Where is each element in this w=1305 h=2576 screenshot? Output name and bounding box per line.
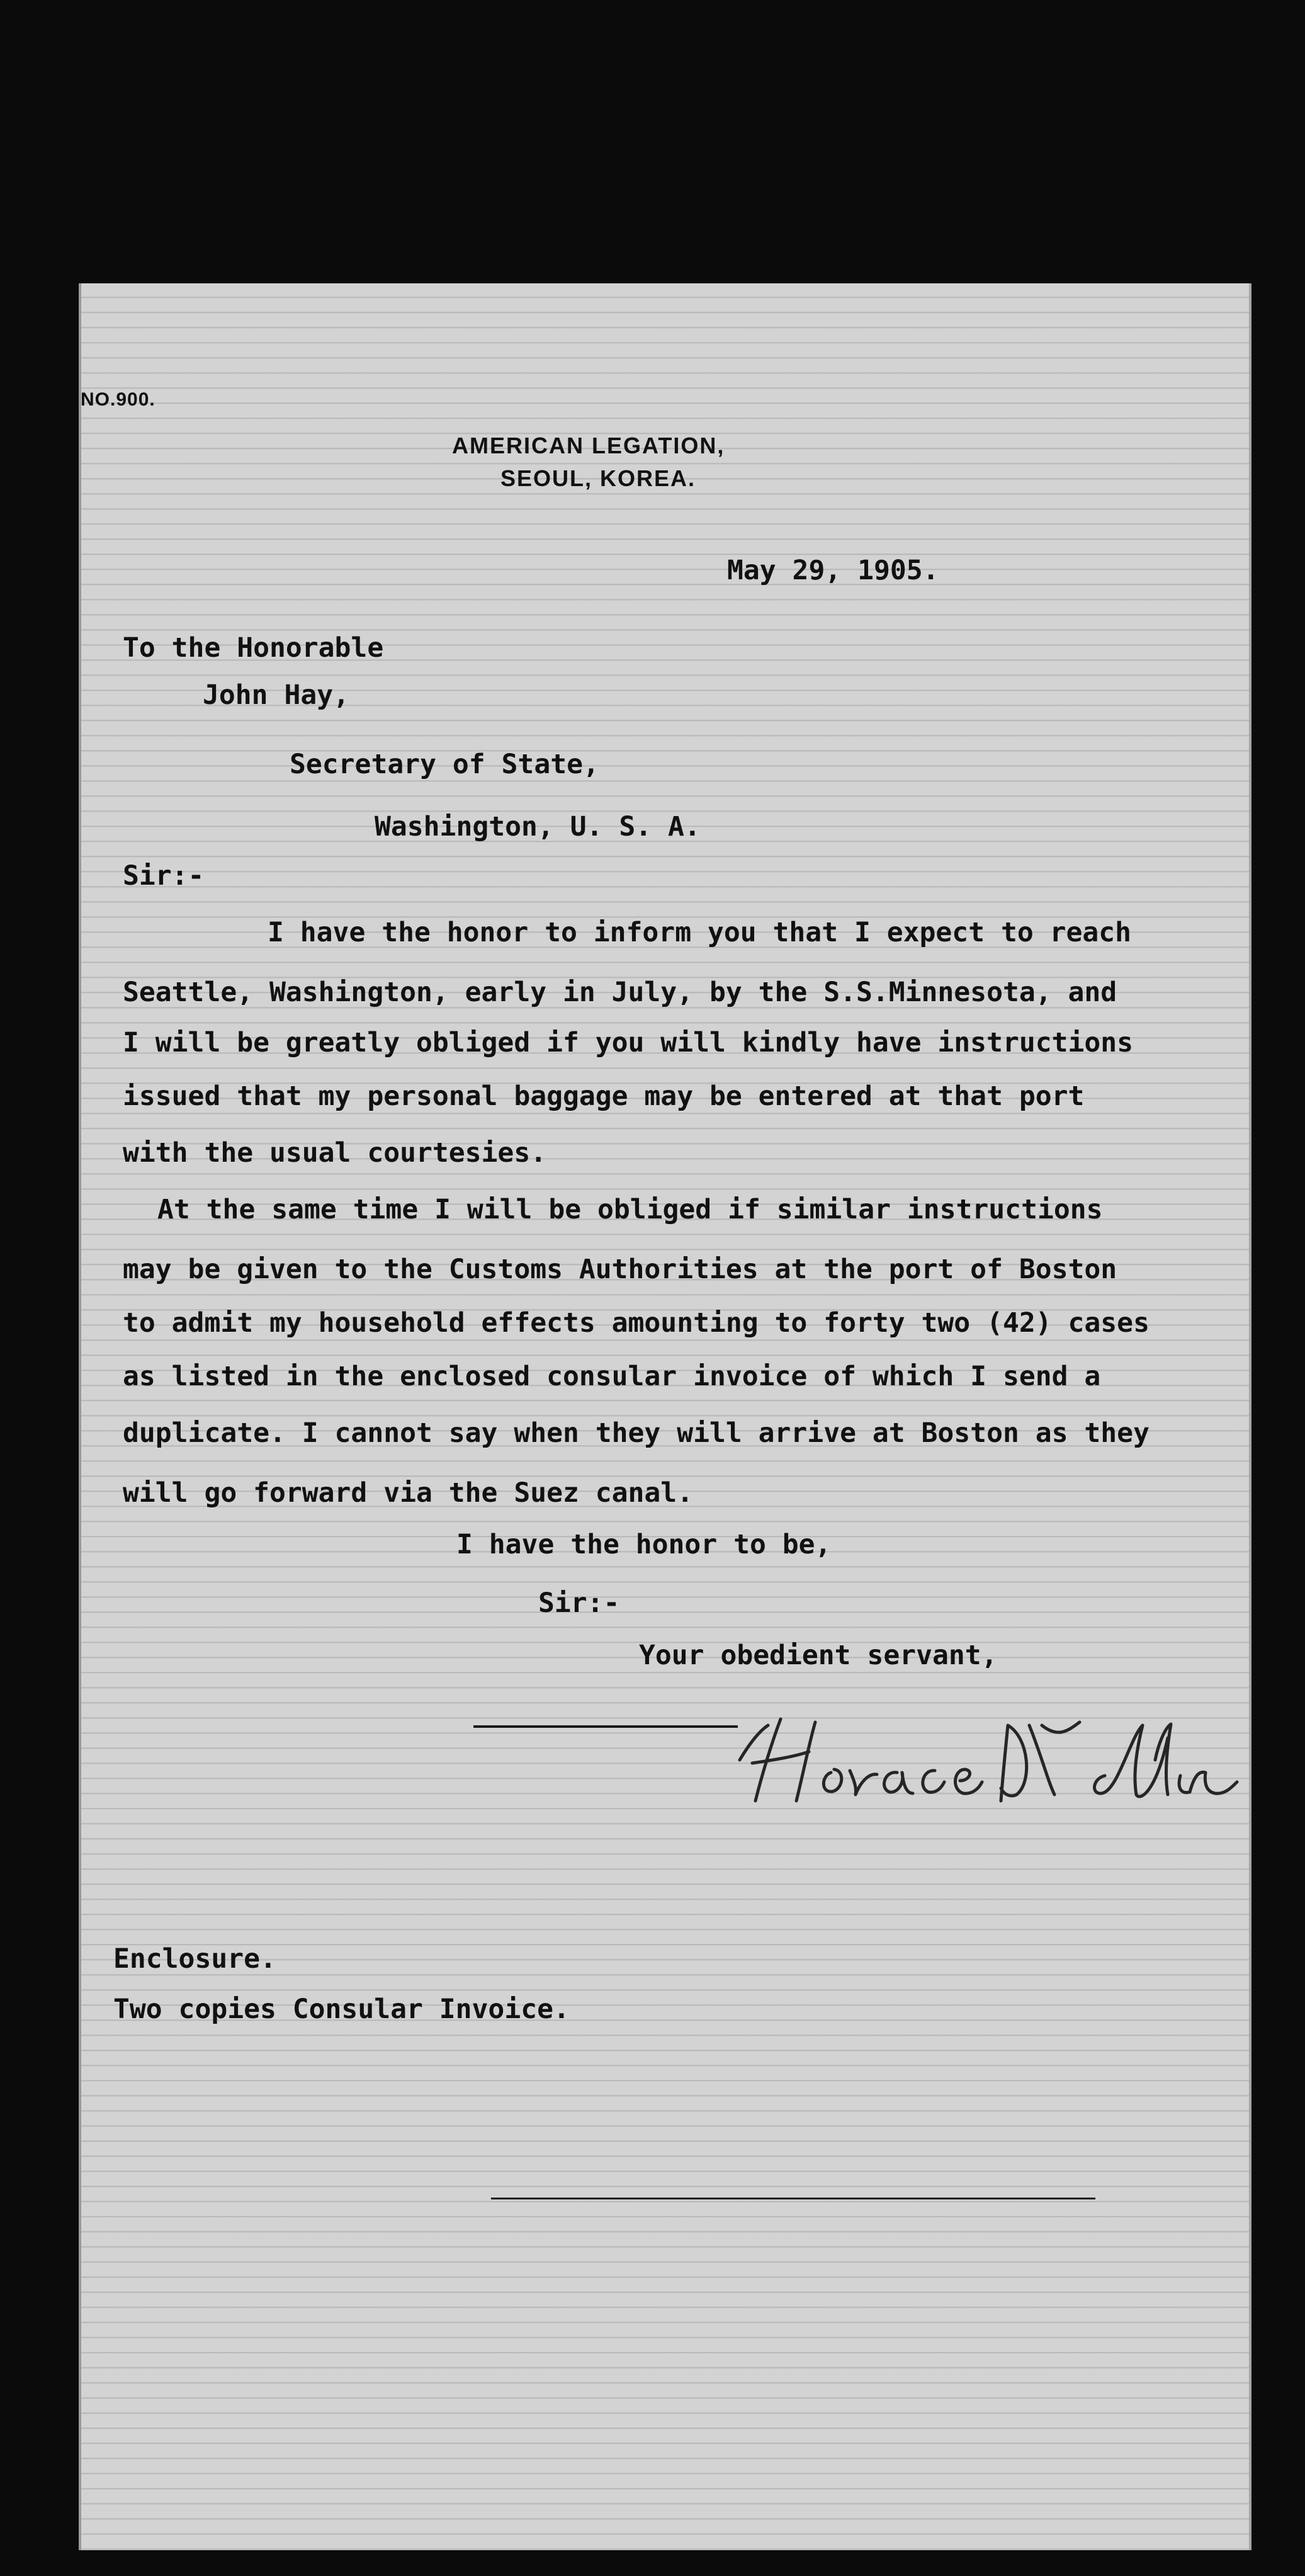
- body-line: will go forward via the Suez canal.: [123, 1477, 694, 1509]
- body-line: to admit my household effects amounting to forty two (42) cases: [123, 1307, 1150, 1339]
- addressee-honorific: To the Honorable: [123, 632, 384, 664]
- body-line: duplicate. I cannot say when they will arrive at Boston as they: [123, 1417, 1150, 1449]
- closing-line-3: Your obedient servant,: [639, 1640, 998, 1671]
- addressee-name: John Hay,: [203, 679, 349, 711]
- body-line: I will be greatly obliged if you will kindly have instructions: [123, 1027, 1134, 1058]
- closing-line-2: Sir:-: [538, 1587, 620, 1619]
- letterhead-line-2: SEOUL, KOREA.: [500, 465, 696, 491]
- body-line: At the same time I will be obliged if similar instructions: [157, 1194, 1103, 1225]
- closing-line-1: I have the honor to be,: [456, 1529, 832, 1560]
- body-line: Seattle, Washington, early in July, by the S.S.Minnesota, and: [123, 977, 1117, 1008]
- letter-date: May 29, 1905.: [727, 555, 939, 586]
- document-number: NO.900.: [81, 389, 155, 410]
- body-line: may be given to the Customs Authorities at the port of Boston: [123, 1254, 1117, 1285]
- addressee-title: Secretary of State,: [290, 749, 599, 780]
- handwritten-signature: [715, 1700, 1256, 1807]
- body-line: with the usual courtesies.: [123, 1137, 547, 1169]
- letter-paper: [79, 283, 1251, 2550]
- addressee-location: Washington, U. S. A.: [375, 811, 701, 843]
- letterhead-line-1: AMERICAN LEGATION,: [452, 433, 725, 458]
- salutation: Sir:-: [123, 860, 205, 892]
- signature-rule: [473, 1725, 738, 1728]
- body-line: issued that my personal baggage may be entered at that port: [123, 1081, 1085, 1112]
- body-line: as listed in the enclosed consular invoice of which I send a: [123, 1361, 1101, 1392]
- enclosure-heading: Enclosure.: [113, 1943, 276, 1975]
- body-line: I have the honor to inform you that I expect to reach: [268, 917, 1132, 948]
- bottom-rule: [491, 2198, 1095, 2199]
- enclosure-item: Two copies Consular Invoice.: [113, 1994, 570, 2025]
